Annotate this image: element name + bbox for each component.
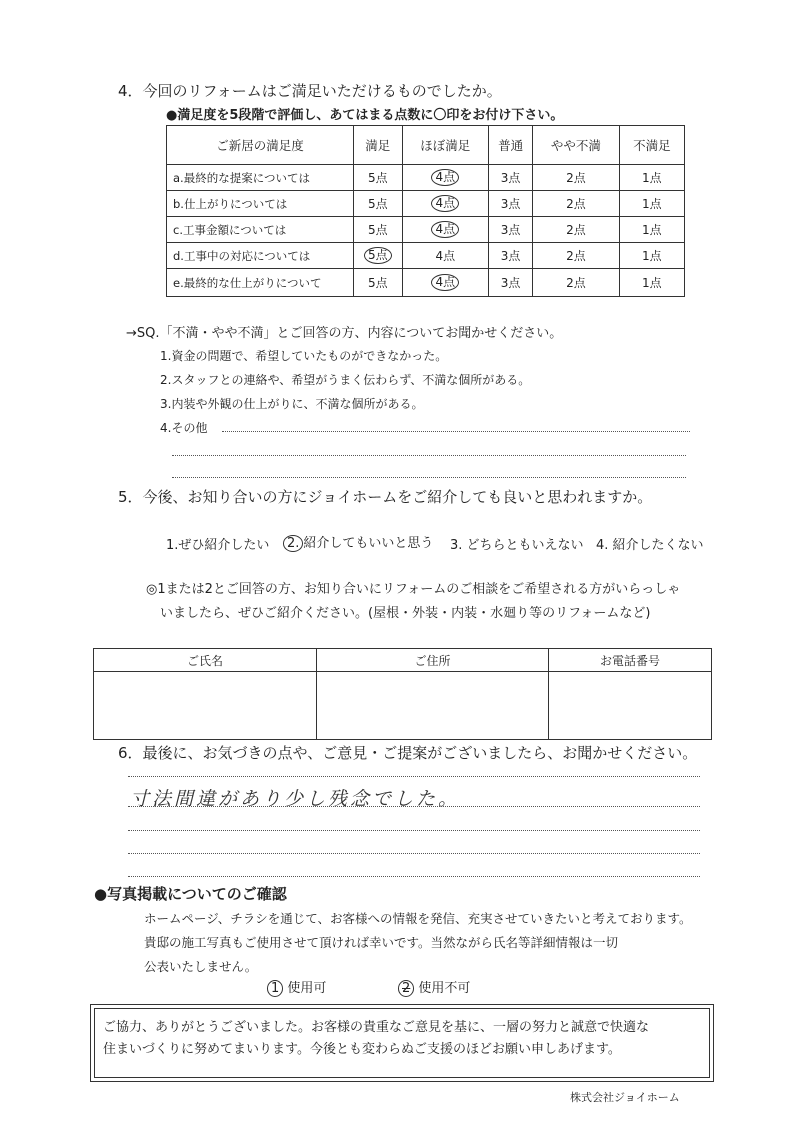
score-text: 1点 bbox=[642, 223, 662, 237]
score-5-cell[interactable] bbox=[354, 269, 403, 297]
score-1-cell[interactable] bbox=[619, 191, 684, 217]
score-5-cell[interactable] bbox=[354, 165, 403, 191]
score-text: 2点 bbox=[566, 276, 586, 290]
row-label: a.最終的な提案については bbox=[167, 165, 354, 191]
score-3-cell[interactable] bbox=[489, 243, 533, 269]
sq-option-2[interactable]: 2.スタッフとの連絡や、希望がうまく伝わらず、不満な個所がある。 bbox=[160, 373, 531, 387]
score-2-cell[interactable] bbox=[533, 243, 620, 269]
referral-header-row bbox=[94, 649, 712, 672]
header-cell: ほぼ満足 bbox=[402, 126, 489, 165]
score-text: 3点 bbox=[500, 276, 521, 290]
score-3-cell[interactable] bbox=[489, 217, 533, 243]
score-text: 5点 bbox=[367, 197, 388, 211]
score-5-cell[interactable] bbox=[354, 217, 403, 243]
score-text-circled: 4点 bbox=[431, 221, 459, 238]
address-header: ご住所 bbox=[317, 649, 549, 672]
score-1-cell[interactable] bbox=[619, 165, 684, 191]
score-4-cell[interactable] bbox=[402, 269, 489, 297]
score-text: 1点 bbox=[642, 171, 662, 185]
row-label: c.工事金額については bbox=[167, 217, 354, 243]
handwritten-comment: 寸法間違があり少し残念でした。 bbox=[130, 788, 461, 810]
score-text-circled: 5点 bbox=[364, 247, 392, 264]
sq-other-line[interactable] bbox=[222, 431, 690, 432]
score-text: 2点 bbox=[566, 171, 586, 185]
score-1-cell[interactable] bbox=[619, 217, 684, 243]
q5-option-2-number: 2. bbox=[283, 535, 303, 552]
score-text: 3点 bbox=[500, 197, 521, 211]
score-text: 4点 bbox=[435, 249, 456, 263]
row-label: e.最終的な仕上がりについて bbox=[167, 269, 354, 297]
score-text: 5点 bbox=[367, 171, 388, 185]
referral-input-row bbox=[94, 672, 712, 740]
photo-section-title: ●写真掲載についてのご確認 bbox=[94, 885, 287, 903]
photo-option-allow-text: 使用可 bbox=[287, 981, 327, 996]
score-5-cell[interactable] bbox=[354, 243, 403, 269]
photo-option-allow[interactable] bbox=[267, 977, 326, 997]
score-text: 2点 bbox=[566, 249, 586, 263]
sq-option-1[interactable]: 1.資金の問題で、希望していたものができなかった。 bbox=[160, 349, 448, 363]
table-row bbox=[167, 269, 685, 297]
score-2-cell[interactable] bbox=[533, 165, 620, 191]
comment-line-5[interactable] bbox=[128, 876, 700, 877]
thanks-box bbox=[90, 1004, 714, 1082]
header-cell: やや不満 bbox=[533, 126, 620, 165]
score-3-cell[interactable] bbox=[489, 165, 533, 191]
phone-field[interactable] bbox=[549, 672, 712, 740]
thanks-line-1: ご協力、ありがとうございました。お客様の貴重なご意見を基に、一層の努力と誠意で快適な bbox=[103, 1020, 650, 1035]
sq-other-line-2[interactable] bbox=[172, 455, 686, 456]
sq-other-line-3[interactable] bbox=[172, 477, 686, 478]
comment-line-4[interactable] bbox=[128, 853, 700, 854]
table-row bbox=[167, 191, 685, 217]
photo-option-deny[interactable] bbox=[398, 977, 470, 997]
satisfaction-table bbox=[166, 125, 685, 297]
name-header: ご氏名 bbox=[94, 649, 317, 672]
score-text: 3点 bbox=[500, 249, 521, 263]
score-text: 1点 bbox=[642, 249, 662, 263]
score-4-cell[interactable] bbox=[402, 165, 489, 191]
q5-option-1[interactable]: 1.ぜひ紹介したい bbox=[166, 538, 270, 553]
photo-line-1: ホームページ、チラシを通じて、お客様への情報を発信、充実させていきたいと考えております。 bbox=[144, 911, 692, 926]
comment-line-1[interactable] bbox=[128, 776, 700, 777]
score-text: 2点 bbox=[566, 223, 586, 237]
photo-option-allow-number: 1 bbox=[267, 980, 283, 997]
q5-option-2-text: 紹介してもいいと思う bbox=[303, 536, 434, 551]
score-4-cell[interactable] bbox=[402, 191, 489, 217]
q5-option-4[interactable]: 4. 紹介したくない bbox=[596, 538, 704, 553]
score-2-cell[interactable] bbox=[533, 217, 620, 243]
header-cell: 満足 bbox=[354, 126, 403, 165]
score-3-cell[interactable] bbox=[489, 191, 533, 217]
address-field[interactable] bbox=[317, 672, 549, 740]
score-text: 1点 bbox=[642, 276, 662, 290]
table-row bbox=[167, 243, 685, 269]
row-label: b.仕上がりについては bbox=[167, 191, 354, 217]
question-6-title: 6．最後に、お気づきの点や、ご意見・ご提案がございましたら、お聞かせください。 bbox=[118, 744, 698, 762]
satisfaction-header-row bbox=[167, 126, 685, 165]
score-2-cell[interactable] bbox=[533, 191, 620, 217]
score-5-cell[interactable] bbox=[354, 191, 403, 217]
photo-option-deny-number: 2 bbox=[398, 980, 414, 997]
score-text: 5点 bbox=[367, 223, 388, 237]
header-cell: ご新居の満足度 bbox=[167, 126, 354, 165]
table-row bbox=[167, 217, 685, 243]
sq-title: →SQ.「不満・やや不満」とご回答の方、内容についてお聞かせください。 bbox=[126, 326, 563, 341]
score-1-cell[interactable] bbox=[619, 243, 684, 269]
sq-option-3[interactable]: 3.内装や外観の仕上がりに、不満な個所がある。 bbox=[160, 397, 424, 411]
phone-header: お電話番号 bbox=[549, 649, 712, 672]
score-3-cell[interactable] bbox=[489, 269, 533, 297]
score-text-circled: 4点 bbox=[431, 195, 459, 212]
question-4-instruction: ●満足度を5段階で評価し、あてはまる点数に〇印をお付け下さい。 bbox=[166, 108, 564, 123]
question-5-title: 5．今後、お知り合いの方にジョイホームをご紹介しても良いと思われますか。 bbox=[118, 488, 653, 506]
question-4-title: 4．今回のリフォームはご満足いただけるものでしたか。 bbox=[118, 82, 502, 100]
score-4-cell[interactable] bbox=[402, 217, 489, 243]
score-4-cell[interactable] bbox=[402, 243, 489, 269]
score-text: 2点 bbox=[566, 197, 586, 211]
photo-option-deny-text: 使用不可 bbox=[418, 981, 471, 996]
q5-note-line-1: ◎1または2とご回答の方、お知り合いにリフォームのご相談をご希望される方がいらっしゃ bbox=[146, 582, 681, 597]
name-field[interactable] bbox=[94, 672, 317, 740]
sq-option-4[interactable]: 4.その他 bbox=[160, 421, 208, 435]
header-cell: 普通 bbox=[489, 126, 533, 165]
header-cell: 不満足 bbox=[619, 126, 684, 165]
comment-line-2[interactable] bbox=[128, 806, 700, 807]
q5-option-3[interactable]: 3. どちらともいえない bbox=[450, 538, 584, 553]
score-2-cell[interactable] bbox=[533, 269, 620, 297]
q5-option-2[interactable] bbox=[283, 532, 433, 552]
score-1-cell[interactable] bbox=[619, 269, 684, 297]
thanks-inner-box bbox=[94, 1008, 710, 1078]
company-name: 株式会社ジョイホーム bbox=[570, 1091, 680, 1104]
table-row bbox=[167, 165, 685, 191]
photo-line-2: 貴邸の施工写真もご使用させて頂ければ幸いです。当然ながら氏名等詳細情報は一切 bbox=[144, 935, 619, 950]
score-text: 3点 bbox=[500, 171, 521, 185]
score-text: 3点 bbox=[500, 223, 521, 237]
thanks-line-2: 住まいづくりに努めてまいります。今後とも変わらぬご支援のほどお願い申しあげます。 bbox=[103, 1042, 621, 1057]
q5-note-line-2: いましたら、ぜひご紹介ください。(屋根・外装・内装・水廻り等のリフォームなど) bbox=[160, 606, 651, 621]
comment-line-3[interactable] bbox=[128, 830, 700, 831]
score-text: 1点 bbox=[642, 197, 662, 211]
photo-line-3: 公表いたしません。 bbox=[144, 959, 258, 974]
referral-table bbox=[93, 648, 712, 740]
score-text-circled: 4点 bbox=[431, 169, 459, 186]
row-label: d.工事中の対応については bbox=[167, 243, 354, 269]
score-text-circled: 4点 bbox=[431, 274, 459, 291]
score-text: 5点 bbox=[367, 276, 388, 290]
